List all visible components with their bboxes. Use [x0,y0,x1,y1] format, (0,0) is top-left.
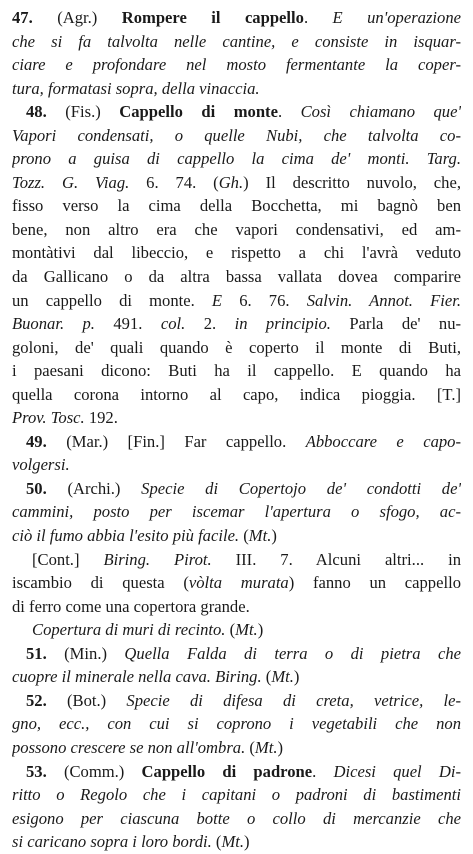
italic-text: Mt. [271,667,294,687]
text-line [12,100,461,124]
text-line [12,241,461,265]
italic-text: Salvin. Annot. Fier. [306,290,461,310]
text-run: di ferro come una copertora grande. [12,596,250,616]
text-run: (Archi.) [46,478,142,498]
text-line [12,218,461,242]
text-run: iscambio di questa ( [12,573,189,593]
text-run: III. 7. Alcuni altri... in [211,549,461,569]
italic-text: Prov. Tosc. [12,408,85,428]
italic-text: Buonar. p. [12,314,95,334]
text-line [12,712,461,736]
bold-text: 51. [26,643,47,663]
italic-text: Vapori condensati, o quelle Nubi, che talvolta co- [12,125,461,145]
text-run: Parla de' nu- [330,314,461,334]
text-run: un cappello di monte. [12,290,212,310]
text-line [12,6,461,30]
text-line [12,783,461,807]
text-line [12,477,461,501]
italic-text: possono crescere se non all'ombra. [12,737,246,757]
bold-text: 49. [26,431,47,451]
text-line [12,147,461,171]
text-run: (Mar.) [Fin.] Far cappello. [46,431,306,451]
text-run: (Min.) [46,643,125,663]
text-run: fisso verso la cima della Bocchetta, mi bagnò ben [12,196,461,216]
text-line [12,689,461,713]
italic-text: Gh. [218,172,244,192]
text-run: montàtivi dal libeccio, e rispetto a chi l'avrà veduto [12,243,461,263]
text-run: (Comm.) [46,761,142,781]
text-run: . [312,761,334,781]
text-run: . [303,8,333,27]
bold-text: Rompere il cappello [121,8,304,27]
text-line [12,760,461,784]
text-line [12,77,461,101]
bold-text: 52. [26,690,47,710]
italic-text: E un'operazione [332,8,461,27]
text-run: (Agr.) [32,8,122,27]
bold-text: 48. [26,102,47,122]
text-line [12,830,461,854]
text-run: bene, non altro era che vapori condensativi, ed am- [12,219,461,239]
text-run: ) [293,667,300,687]
italic-text: Mt. [221,832,245,852]
text-run: ) [244,832,250,852]
text-line [12,807,461,831]
text-line [12,595,461,619]
italic-text: col. [160,314,186,334]
text-run: ( [245,737,255,757]
italic-text: Mt. [254,737,278,757]
text-run: 6. 74. ( [129,172,219,192]
text-line [12,665,461,689]
italic-text: Tozz. G. Viag. [12,172,130,192]
italic-text: Copertura di muri di recinto. [32,620,226,640]
italic-text: Così chiamano que' [300,102,461,122]
italic-text: ciò il fumo abbia l'esito più facile. [12,526,240,546]
text-line [12,383,461,407]
text-line [12,194,461,218]
italic-text: Abboccare e capo- [305,431,461,451]
bold-text: Cappello di monte [119,102,278,122]
bold-text: 50. [26,478,47,498]
text-run: i paesani dicono: Buti ha il cappello. E quando ha [12,361,461,381]
text-run: (Bot.) [46,690,127,710]
italic-text: ritto o Regolo che i capitani o padroni di bastimenti [12,785,461,805]
text-line [12,430,461,454]
italic-text: Specie di Copertojo de' condotti de' [141,478,461,498]
bold-text: 47. [12,8,33,27]
italic-text: cammini, posto per iscemar l'apertura o sfogo, ac- [12,502,461,522]
italic-text: Specie di difesa di creta, vetrice, le- [126,690,461,710]
text-line [12,618,461,642]
text-run: ) Il descritto nuvolo, che, [243,172,461,192]
text-line [12,289,461,313]
text-line [12,124,461,148]
italic-text: Dicesi quel Di- [333,761,461,781]
italic-text: Mt. [235,620,258,640]
text-line [12,265,461,289]
text-run: ) fanno un cappello [288,573,461,593]
italic-text: cuopre il minerale nella cava. Biring. [12,667,262,687]
text-run: ) [271,526,277,546]
text-line [12,571,461,595]
text-line [12,359,461,383]
text-line [12,336,461,360]
italic-text: Quella Falda di terra o di pietra che [124,643,461,663]
italic-text: E [211,290,223,310]
italic-text: Mt. [248,526,272,546]
text-line [12,453,461,477]
italic-text: si caricano sopra i loro bordi. [12,832,212,852]
text-line [12,524,461,548]
italic-text: volgersi. [12,455,70,475]
text-line [12,500,461,524]
text-run: ) [257,620,264,640]
text-run: 491. [94,314,161,334]
text-run: ) [277,737,284,757]
text-line [12,406,461,430]
italic-text: prono a guisa di cappello la cima de' monti. Targ. [12,149,461,169]
text-run: ( [225,620,236,640]
text-line [12,53,461,77]
text-run: goloni, de' quali quando è coperto il monte di Buti, [12,337,461,357]
text-run: 2. [185,314,235,334]
text-line [12,312,461,336]
italic-text: gno, ecc., con cui si coprono i vegetabili che non [12,714,461,734]
text-run: [Cont.] [32,549,104,569]
text-run: quella corona intorno al capo, indica pioggia. [T.] [12,384,461,404]
text-run: ( [211,832,222,852]
text-line [12,171,461,195]
italic-text: esigono per ciascuna botte o collo di mercanzie che [12,808,461,828]
italic-text: tura, formatasi sopra, della vinaccia. [12,78,260,98]
text-run: 6. 76. [222,290,307,310]
italic-text: vòlta murata [188,573,289,593]
text-run: ( [239,526,249,546]
bold-text: 53. [26,761,47,781]
text-run: (Fis.) [46,102,120,122]
italic-text: Biring. Pirot. [103,549,212,569]
italic-text: in principio. [234,314,331,334]
text-line [12,736,461,760]
text-line [12,642,461,666]
text-run: ( [261,667,272,687]
bold-text: Cappello di padrone [141,761,313,781]
italic-text: ciare e profondare nel mosto fermentante la coper- [12,55,461,75]
text-run: . [277,102,301,122]
text-run: 192. [84,408,118,428]
text-line [12,548,461,572]
text-line [12,30,461,54]
text-run: da Gallicano o da altra bassa vallata dovea comparire [12,267,461,287]
italic-text: che si fa talvolta nelle cantine, e consiste in isquar- [12,31,461,51]
